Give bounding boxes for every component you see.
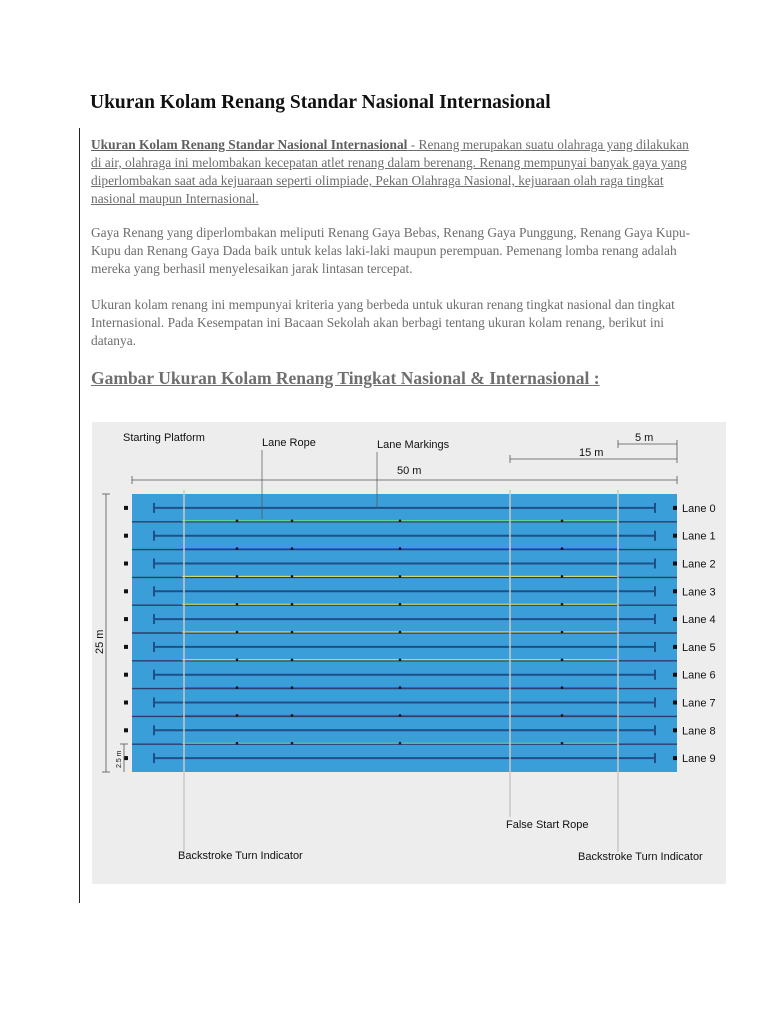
- lane-rope-marker: [291, 714, 294, 717]
- lane-rope-marker: [291, 631, 294, 634]
- lane-rope-marker: [236, 575, 239, 578]
- lane-rope-marker: [236, 547, 239, 550]
- lane-label: Lane 3: [682, 586, 716, 599]
- lane-rope-marker: [561, 659, 564, 662]
- lane-rope-marker: [561, 575, 564, 578]
- lane-rope-marker: [399, 520, 402, 523]
- lane-rope-marker: [399, 603, 402, 606]
- lane-end-marker: [673, 617, 677, 621]
- swim-styles-paragraph: Gaya Renang yang diperlombakan meliputi Renang Gaya Bebas, Renang Gaya Punggung, Renang Gaya Kupu-Kupu dan Renang Gaya Dada baik untuk kelas laki-laki maupun perempuan. Pemenang lomba renang adalah mereka yang berhasil menyelesaikan jarak lintasan tercepat.: [91, 225, 691, 276]
- starting-block: [124, 506, 128, 510]
- lane-end-marker: [673, 673, 677, 677]
- starting-block: [124, 562, 128, 566]
- lane-rope-marker: [236, 659, 239, 662]
- lane-rope-marker: [399, 742, 402, 745]
- lane-rope-marker: [236, 686, 239, 689]
- lane-rope-marker: [561, 520, 564, 523]
- lane-rope-marker: [399, 631, 402, 634]
- width-label: 25 m: [94, 629, 106, 654]
- pool-criteria-paragraph: Ukuran kolam renang ini mempunyai kriteria yang berbeda untuk ukuran renang tingkat nasional dan tingkat Internasional. Pada Kesempatan ini Bacaan Sekolah akan berbagi tentang ukuran kolam renang, berikut ini datanya.: [91, 297, 675, 348]
- starting-block: [124, 589, 128, 593]
- pool-diagram: [92, 422, 726, 884]
- pool-diagram-svg: [92, 422, 726, 884]
- lane-label: Lane 9: [682, 753, 716, 766]
- lane-rope-marker: [399, 547, 402, 550]
- lane-end-marker: [673, 701, 677, 705]
- intro-title-link[interactable]: Ukuran Kolam Renang Standar Nasional Internasional: [91, 137, 408, 152]
- lane-rope-marker: [291, 575, 294, 578]
- lane-label: Lane 1: [682, 530, 716, 543]
- length-label: 50 m: [397, 465, 422, 477]
- page-title: Ukuran Kolam Renang Standar Nasional Internasional: [90, 92, 551, 113]
- lane-end-marker: [673, 756, 677, 760]
- lane-rope-marker: [291, 603, 294, 606]
- starting-block: [124, 645, 128, 649]
- diagram-heading: Gambar Ukuran Kolam Renang Tingkat Nasional & Internasional :: [91, 368, 600, 388]
- lane-rope-label: Lane Rope: [262, 437, 316, 449]
- lane-end-marker: [673, 589, 677, 593]
- dist-5-label: 5 m: [635, 432, 654, 444]
- lane-rope-marker: [561, 714, 564, 717]
- lane-rope-marker: [399, 659, 402, 662]
- lane-rope-marker: [399, 686, 402, 689]
- lane-label: Lane 8: [682, 725, 716, 738]
- lane-rope-marker: [561, 603, 564, 606]
- lane-rope-marker: [236, 520, 239, 523]
- lane-rope-marker: [399, 575, 402, 578]
- lane-rope-marker: [561, 742, 564, 745]
- lane-label: Lane 6: [682, 669, 716, 682]
- lane-label: Lane 4: [682, 614, 716, 627]
- lane-rope-marker: [399, 714, 402, 717]
- lane-rope-marker: [291, 742, 294, 745]
- lane-rope-marker: [236, 714, 239, 717]
- lane-end-marker: [673, 506, 677, 510]
- lane-markings-label: Lane Markings: [377, 439, 450, 451]
- lane-labels: [682, 503, 716, 765]
- left-border-line: [79, 128, 80, 903]
- starting-block: [124, 756, 128, 760]
- lane-rope-marker: [561, 547, 564, 550]
- intro-text: - Renang merupakan suatu olahraga yang dilakukan di air, olahraga ini melombakan kecepatan atlet renang dalam berenang. Renang mempunyai banyak gaya yang diperlombakan saat ada kejuaraan seperti olimpiade, Pekan Olahraga Nasional, kejuaraan olah raga tingkat nasional maupun Internasional.: [91, 137, 689, 206]
- starting-block: [124, 534, 128, 538]
- starting-platform-label: Starting Platform: [123, 432, 205, 444]
- lane-end-marker: [673, 562, 677, 566]
- lane-rope-marker: [291, 520, 294, 523]
- lane-label: Lane 7: [682, 697, 716, 710]
- lane-label: Lane 2: [682, 558, 716, 571]
- lane-label: Lane 0: [682, 502, 716, 515]
- lane-end-marker: [673, 645, 677, 649]
- lane-rope-marker: [236, 631, 239, 634]
- lane-rope-marker: [291, 547, 294, 550]
- false-start-rope-label: False Start Rope: [506, 819, 589, 831]
- starting-block: [124, 701, 128, 705]
- starting-block: [124, 617, 128, 621]
- starting-block: [124, 728, 128, 732]
- lane-rope-marker: [561, 631, 564, 634]
- intro-paragraph: [91, 136, 691, 208]
- lane-rope-marker: [291, 659, 294, 662]
- lane-end-marker: [673, 534, 677, 538]
- lane-width-label: 2.5 m: [116, 750, 123, 768]
- lane-rope-marker: [291, 686, 294, 689]
- dist-15-label: 15 m: [579, 447, 604, 459]
- lane-rope-marker: [561, 686, 564, 689]
- lane-end-marker: [673, 728, 677, 732]
- lane-rope-marker: [236, 742, 239, 745]
- starting-block: [124, 673, 128, 677]
- backstroke-indicator-right-label: Backstroke Turn Indicator: [578, 851, 703, 863]
- lane-label: Lane 5: [682, 641, 716, 654]
- backstroke-indicator-left-label: Backstroke Turn Indicator: [178, 850, 303, 862]
- lane-rope-marker: [236, 603, 239, 606]
